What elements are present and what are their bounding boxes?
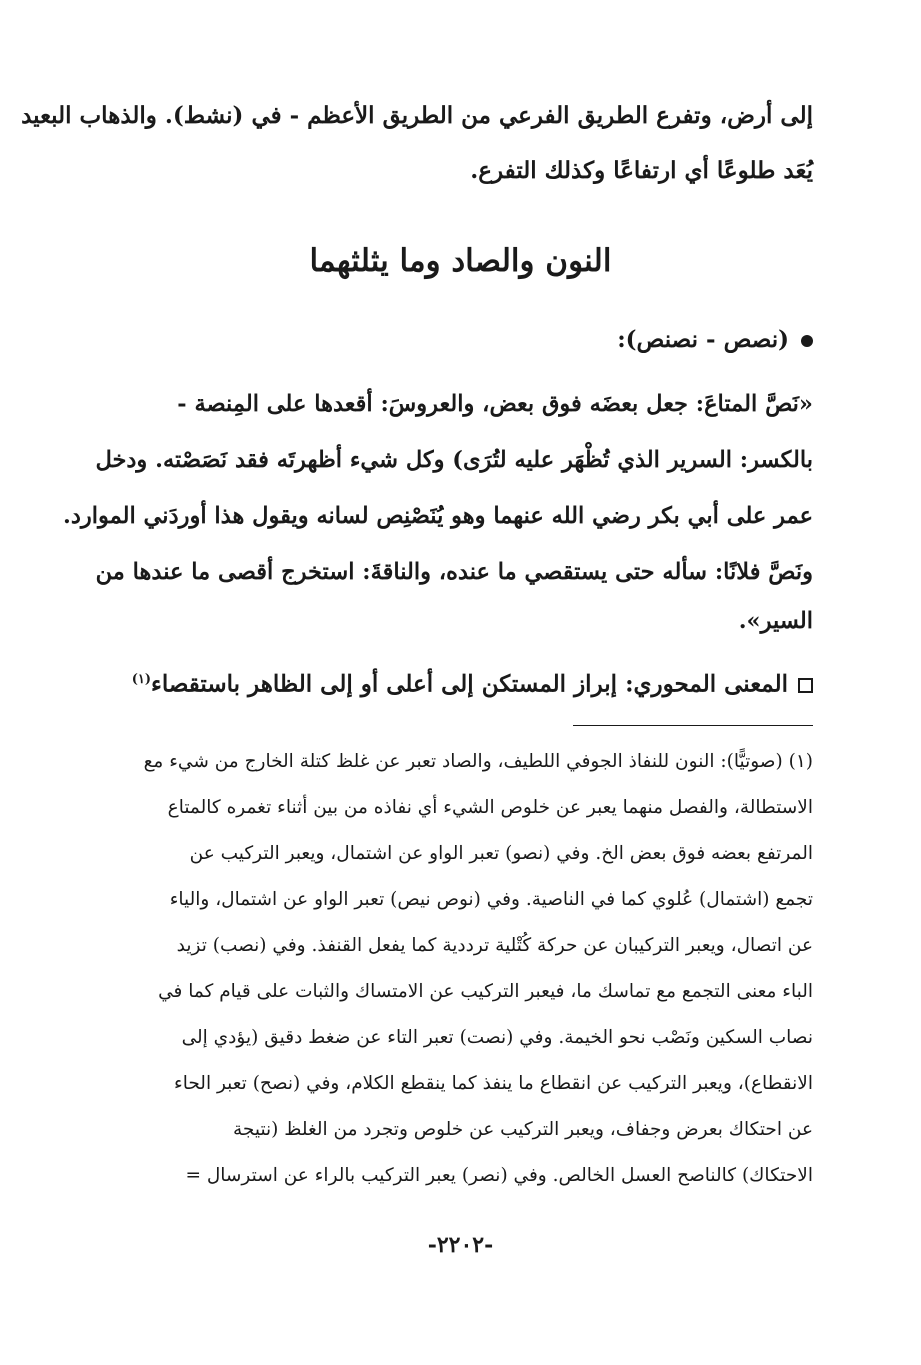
footnote-line-1: (١) (صوتيًّا): النون للنفاذ الجوفي اللطيف، والصاد تعبر عن غلظ كتلة الخارج من شيء مع [143, 751, 813, 772]
footnote-reference: (١) [131, 672, 152, 687]
page-number: -٢٢٠٢- [427, 1232, 494, 1258]
bullet-icon [801, 335, 813, 347]
footnote-separator [573, 725, 813, 726]
quote-line-5: السير». [738, 608, 813, 634]
footnote-line-9: عن احتكاك بعرض وجفاف، ويعبر التركيب عن خلوص وتجرد من الغلظ (نتيجة [233, 1119, 813, 1140]
central-meaning [108, 660, 813, 705]
footnote-line-2: الاستطالة، والفصل منهما يعبر عن خلوص الشيء أي نفاذه من بين أثناء تغمره كالمتاع [167, 797, 813, 818]
quote-line-4: ونَصَّ فلانًا: سأله حتى يستقصي ما عنده، والناقةَ: استخرج أقصى ما عندها من [95, 559, 813, 585]
entry-title-text: (نصص - نصنص): [617, 326, 789, 353]
footnote-line-7: نصاب السكين ونَصْب نحو الخيمة. وفي (نصت) تعبر التاء عن ضغط دقيق (يؤدي إلى [181, 1027, 813, 1048]
top-paragraph-line-1: إلى أرض، وتفرع الطريق الفرعي من الطريق الأعظم - في (نشط). والذهاب البعيد [21, 102, 813, 129]
footnote-line-8: الانقطاع)، ويعبر التركيب عن انقطاع ما ينفذ كما ينقطع الكلام، وفي (نصح) تعبر الحاء [174, 1073, 813, 1094]
footnote-line-5: عن اتصال، ويعبر التركيبان عن حركة كُتْلية ترددية كما يفعل القنفذ. وفي (نصب) تزيد [176, 935, 813, 956]
quote-line-3: عمر على أبي بكر رضي الله عنهما وهو يُنَصْنِص لسانه ويقول هذا أوردَني الموارد. [63, 503, 813, 529]
footnote-line-4: تجمع (اشتمال) عُلوي كما في الناصية. وفي (نوص نيص) تعبر الواو عن اشتمال، والياء [169, 889, 813, 910]
footnote-line-6: الباء معنى التجمع مع تماسك ما، فيعبر التركيب عن الامتساك والثبات على قيام كما في [158, 981, 813, 1002]
quote-line-2: بالكسر: السرير الذي تُظْهَر عليه لتُرَى) وكل شيء أظهرتَه فقد نَصَصْته. ودخل [95, 447, 813, 473]
section-heading: النون والصاد وما يثلثهما [309, 243, 612, 279]
square-box-icon [798, 678, 813, 693]
entry-title [108, 320, 813, 360]
footnote-line-3: المرتفع بعضه فوق بعض الخ. وفي (نصو) تعبر الواو عن اشتمال، ويعبر التركيب عن [189, 843, 813, 864]
top-paragraph-line-2: يُعَد طلوعًا أي ارتفاعًا وكذلك التفرع. [470, 157, 813, 184]
quote-line-1: «نَصَّ المتاعَ: جعل بعضَه فوق بعض، والعروسَ: أقعدها على المِنصة - [177, 391, 813, 417]
footnote-line-10: الاحتكاك) كالناصح العسل الخالص. وفي (نصر) يعبر التركيب بالراء عن استرسال = [185, 1165, 813, 1186]
central-meaning-text: المعنى المحوري: إبراز المستكن إلى أعلى أو إلى الظاهر باستقصاء [151, 670, 788, 698]
